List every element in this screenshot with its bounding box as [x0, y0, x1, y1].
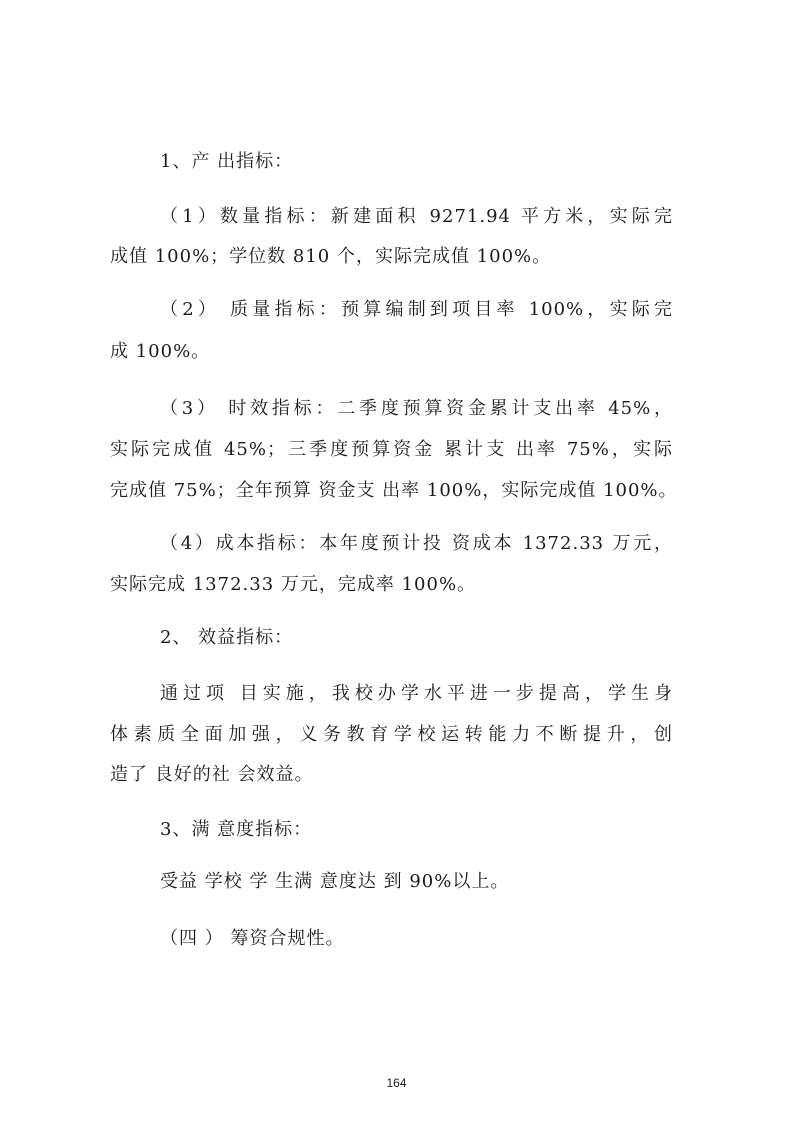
benefit-text-line-2: 体素质全面加强，义务教育学校运转能力不断提升，创: [110, 724, 673, 745]
heading-satisfaction-indicators: 3、满 意度指标：: [160, 819, 313, 840]
quality-indicator-line-2: 成 100%。: [110, 341, 211, 362]
benefit-text-line-1: 通过项 目实施，我校办学水平进一步提高，学生身: [160, 683, 673, 704]
quantity-indicator-line-2: 成值 100%；学位数 810 个，实际完成值 100%。: [110, 246, 552, 267]
heading-benefit-indicators: 2、 效益指标：: [160, 627, 294, 648]
quality-indicator-line-1: （2） 质量指标：预算编制到项目率 100%，实际完: [160, 299, 673, 320]
benefit-text-line-3: 造了 良好的社 会效益。: [110, 764, 314, 785]
cost-indicator-line-1: （4）成本指标：本年度预计投 资成本 1372.33 万元，: [160, 533, 673, 554]
timeliness-indicator-line-2: 实际完成值 45%；三季度预算资金 累计支 出率 75%，实际: [110, 439, 673, 460]
satisfaction-text: 受益 学校 学 生满 意度达 到 90%以上。: [160, 871, 510, 892]
quantity-indicator-line-1: （1）数量指标：新建面积 9271.94 平方米，实际完: [160, 206, 673, 227]
page-number: 164: [386, 1076, 407, 1090]
timeliness-indicator-line-3: 完成值 75%；全年预算 资金支 出率 100%，实际完成值 100%。: [110, 480, 678, 501]
heading-funding-compliance: （四 ） 筹资合规性。: [160, 928, 345, 949]
timeliness-indicator-line-1: （3） 时效指标：二季度预算资金累计支出率 45%，: [160, 398, 673, 419]
cost-indicator-line-2: 实际完成 1372.33 万元，完成率 100%。: [110, 574, 477, 595]
heading-output-indicators: 1、产 出指标：: [160, 151, 294, 172]
